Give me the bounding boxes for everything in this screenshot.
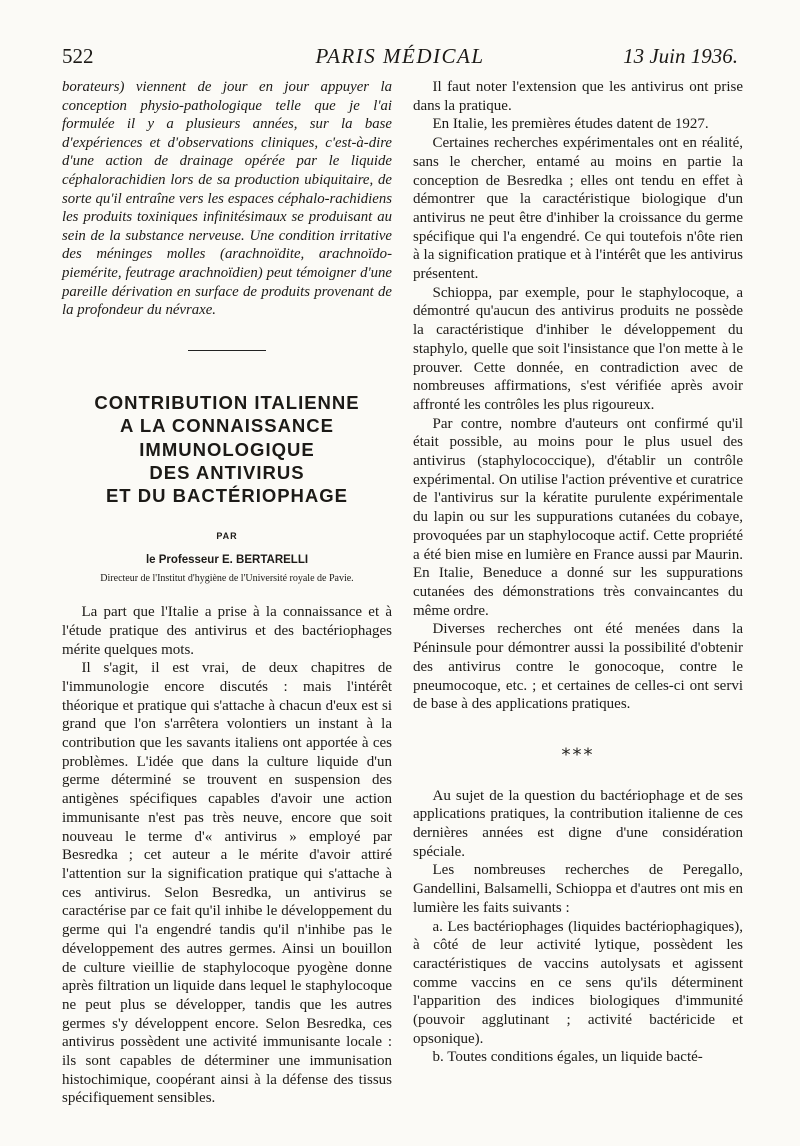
paragraph: Par contre, nombre d'auteurs ont confirmé qu'il était possible, au moins pour le plus usuel des antivirus (staphylococcique), d'établir un contrôle expérimental. On utilise l'action préventive et curatrice de l'antivirus sur la kératite purulente expérimentale du lapin ou sur les suppurations cutanées du cobaye, provoquées par un staphylocoque actif. Cette propriété a été bien mise en lumière en France aussi par Maurin. En Italie, Beneduce a donné sur les suppurations cutanées des démonstrations très convaincantes du même ordre.	[413, 415, 743, 619]
author-affiliation: Directeur de l'Institut d'hygiène de l'Université royale de Pavie.	[100, 573, 354, 585]
title-line: IMMUNOLOGIQUE	[139, 438, 315, 460]
paragraph: a. Les bactériophages (liquides bactériophagiques), à côté de leur activité lytique, possèdent les caractéristiques de vaccins autolysats et agissent comme vaccins en ce sens qu'ils déterminent l'apparition des indices biologiques d'immunité (pouvoir agglutinant ; activité bactéricide et opsonique).	[413, 918, 743, 1047]
title-line: A LA CONNAISSANCE	[120, 415, 334, 437]
paragraph: b. Toutes conditions égales, un liquide bacté-	[432, 1049, 703, 1066]
paragraph: La part que l'Italie a prise à la connaissance et à l'étude pratique des antivirus et des bactériophages mérite quelques mots.	[62, 604, 392, 658]
page-header	[62, 44, 738, 74]
paragraph: Certaines recherches expérimentales ont en réalité, sans le chercher, entamé au moins en partie la conception de Besredka ; elles ont tendu en effet à démontrer que la caractéristique biologique d'un antivirus ne peut être d'inhiber la croissance du germe spécifique qui l'a engendré. Ce qui toutefois n'ôte rien à la signification pratique et à l'intérêt que les antivirus présentent.	[413, 135, 743, 283]
paragraph: Au sujet de la question du bactériophage et de ses applications pratiques, la contribution italienne de ces dernières années est digne d'une considération spéciale.	[413, 787, 743, 860]
paragraph: Diverses recherches ont été menées dans la Péninsule pour démontrer aussi la possibilité d'obtenir des antivirus contre le gonocoque, contre le pneumocoque, etc. ; et certaines de celles-ci ont servi de base à des applications pratiques.	[413, 621, 743, 713]
article-title	[62, 391, 392, 508]
section-separator-asterisks: ⁎⁎⁎	[561, 738, 595, 759]
right-column	[413, 78, 743, 1067]
paragraph: Schioppa, par exemple, pour le staphylocoque, a démontré qu'aucun des antivirus produits ne possède la caractéristique d'inhiber le développement du staphylo, quelle que soit l'insistance que l'on mette à le prouver. Cette donnée, en contradiction avec de nombreuses affirmations, s'est vérifiée après avoir affronté les contrôles les plus rigoureux.	[413, 284, 743, 413]
paragraph: En Italie, les premières études datent de 1927.	[432, 116, 709, 133]
byline-par: PAR	[216, 530, 238, 541]
author-name: le Professeur E. BERTARELLI	[145, 554, 309, 567]
journal-title: PARIS MÉDICAL	[315, 44, 485, 68]
left-column	[62, 78, 392, 1108]
title-line: DES ANTIVIRUS	[149, 461, 305, 483]
paragraph: Les nombreuses recherches de Peregallo, Gandellini, Balsamelli, Schioppa et d'autres ont mis en lumière les faits suivants :	[413, 862, 743, 916]
issue-date: 13 Juin 1936.	[623, 44, 738, 68]
title-line: CONTRIBUTION ITALIENNE	[94, 391, 360, 413]
paragraph: Il s'agit, il est vrai, de deux chapitres de l'immunologie encore discutés : mais l'intérêt théorique et pratique qui s'attache à chacun d'eux est si grand que l'on s'arrêtera volontiers un instant à la contribution que les savants italiens ont apportée à ces problèmes. L'idée que dans la culture liquide d'un germe déterminé se trouvent en suspension des antigènes spécifiques capables d'avoir une action immunisante n'est pas très neuve, encore que soit nouveau le terme d'« antivirus » employé par Besredka ; cet auteur a le mérite d'avoir attiré l'attention sur la signification pratique qui s'attache à ces antivirus. Selon Besredka, un antivirus se caractérise par ce fait qu'il inhibe le développement du germe qui l'a engendré tandis qu'il n'inhibe pas le développement des autres germes. Ainsi un bouillon de culture vieillie de staphylocoque pyogène donne après filtration un liquide dans lequel le staphylocoque ne peut plus se développer, tandis que les autres germes s'y développent encore. Selon Besredka, ces antivirus possèdent une activité immunisante locale : ils sont capables de déterminer une immunisation histochimique, coopérant ainsi à la défense des tissus spécifiquement sensibles.	[62, 660, 392, 1107]
article-separator	[188, 350, 266, 351]
paragraph: Il faut noter l'extension que les antivirus ont prise dans la pratique.	[413, 79, 743, 114]
page-number: 522	[62, 44, 94, 68]
preceding-article-ending: borateurs) viennent de jour en jour appuyer la conception physio-pathologique telle que je l'ai formulée il y a plusieurs années, sur la base d'expériences et d'observations cliniques, c'est-à-dire d'une action de drainage opérée par le liquide céphalorachidien lors de sa production ubiquitaire, de sorte qu'il entraîne vers les espaces céphalo-rachidiens les produits toxiniques infinitésimaux se produisant au sein de la substance nerveuse. Une condition irritative des méninges molles (arachnoïdite, arachnoïdo-piemérite, feutrage arachnoïdien) peut témoigner d'une pareille dérivation en surface de produits provenant de la profondeur du névraxe.	[62, 79, 392, 319]
title-line: ET DU BACTÉRIOPHAGE	[105, 485, 349, 507]
